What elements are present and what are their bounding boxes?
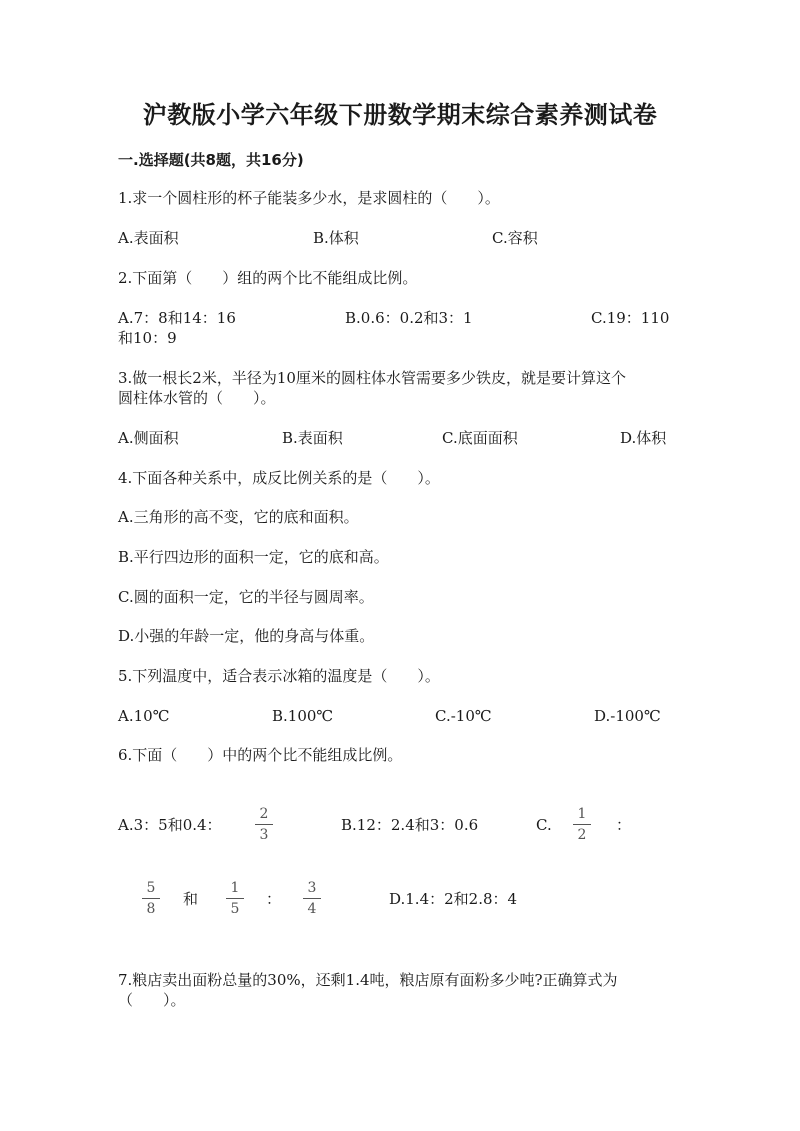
question-6-option-b: B.12：2.4和3：0.6 [341, 816, 479, 834]
fraction-numerator: 1 [577, 806, 587, 822]
question-3-stem-line-1: 3.做一根长2米，半径为10厘米的圆柱体水管需要多少铁皮，就是要计算这个 [118, 369, 626, 387]
page-title: 沪教版小学六年级下册数学期末综合素养测试卷 [142, 101, 658, 129]
question-2-option-a: A.7：8和14：16 [118, 309, 236, 327]
question-4-stem: 4.下面各种关系中，成反比例关系的是（ ）。 [118, 469, 440, 487]
fraction-bar [226, 898, 244, 899]
question-5-option-b: B.100℃ [272, 707, 334, 725]
question-2-option-c-continued: 和10：9 [118, 329, 177, 347]
question-4-option-a: A.三角形的高不变，它的底和面积。 [118, 508, 359, 526]
question-4-option-b: B.平行四边形的面积一定，它的底和高。 [118, 548, 389, 566]
question-6-option-d: D.1.4：2和2.8：4 [389, 890, 518, 908]
fraction-numerator: 5 [146, 880, 156, 896]
fraction-denominator: 3 [259, 827, 269, 843]
question-1-option-a: A.表面积 [118, 229, 179, 247]
question-1-option-c: C.容积 [492, 229, 538, 247]
question-3-option-c: C.底面面积 [442, 429, 518, 447]
question-5-stem: 5.下列温度中，适合表示冰箱的温度是（ ）。 [118, 667, 440, 685]
fraction-numerator: 1 [230, 880, 240, 896]
fraction-numerator: 3 [307, 880, 317, 896]
fraction-bar [303, 898, 321, 899]
fraction [570, 806, 594, 843]
question-2-stem: 2.下面第（ ）组的两个比不能组成比例。 [118, 269, 418, 287]
fraction-numerator: 2 [259, 806, 269, 822]
and-word: 和 [183, 890, 199, 908]
fraction [252, 806, 276, 843]
fraction-denominator: 4 [307, 901, 317, 917]
question-4-option-c: C.圆的面积一定，它的半径与圆周率。 [118, 588, 374, 606]
section-heading: 一.选择题(共8题，共16分) [118, 151, 304, 169]
question-2-option-b: B.0.6：0.2和3：1 [345, 309, 473, 327]
question-7-stem-line-2: （ ）。 [118, 991, 186, 1009]
question-5-option-a: A.10℃ [118, 707, 170, 725]
question-3-option-a: A.侧面积 [118, 429, 179, 447]
fraction [139, 880, 163, 917]
question-6-option-c: C. [536, 816, 552, 834]
question-5-option-d: D.-100℃ [594, 707, 661, 725]
question-6-stem: 6.下面（ ）中的两个比不能组成比例。 [118, 746, 403, 764]
question-3-option-d: D.体积 [620, 429, 667, 447]
fraction-bar [573, 824, 591, 825]
colon-sign: ： [266, 890, 282, 908]
question-3-option-b: B.表面积 [282, 429, 343, 447]
question-5-option-c: C.-10℃ [435, 707, 492, 725]
question-3-stem-line-2: 圆柱体水管的（ ）。 [118, 389, 276, 407]
fraction-denominator: 8 [146, 901, 156, 917]
fraction-denominator: 5 [230, 901, 240, 917]
fraction-bar [142, 898, 160, 899]
fraction [300, 880, 324, 917]
question-2-option-c: C.19：110 [591, 309, 670, 327]
fraction-bar [255, 824, 273, 825]
question-6-option-a: A.3：5和0.4： [118, 816, 222, 834]
question-4-option-d: D.小强的年龄一定，他的身高与体重。 [118, 627, 375, 645]
colon-sign: ： [616, 816, 632, 834]
question-1-stem: 1.求一个圆柱形的杯子能装多少水，是求圆柱的（ ）。 [118, 189, 500, 207]
question-1-option-b: B.体积 [313, 229, 359, 247]
question-7-stem-line-1: 7.粮店卖出面粉总量的30%，还剩1.4吨，粮店原有面粉多少吨?正确算式为 [118, 971, 618, 989]
fraction [223, 880, 247, 917]
fraction-denominator: 2 [577, 827, 587, 843]
